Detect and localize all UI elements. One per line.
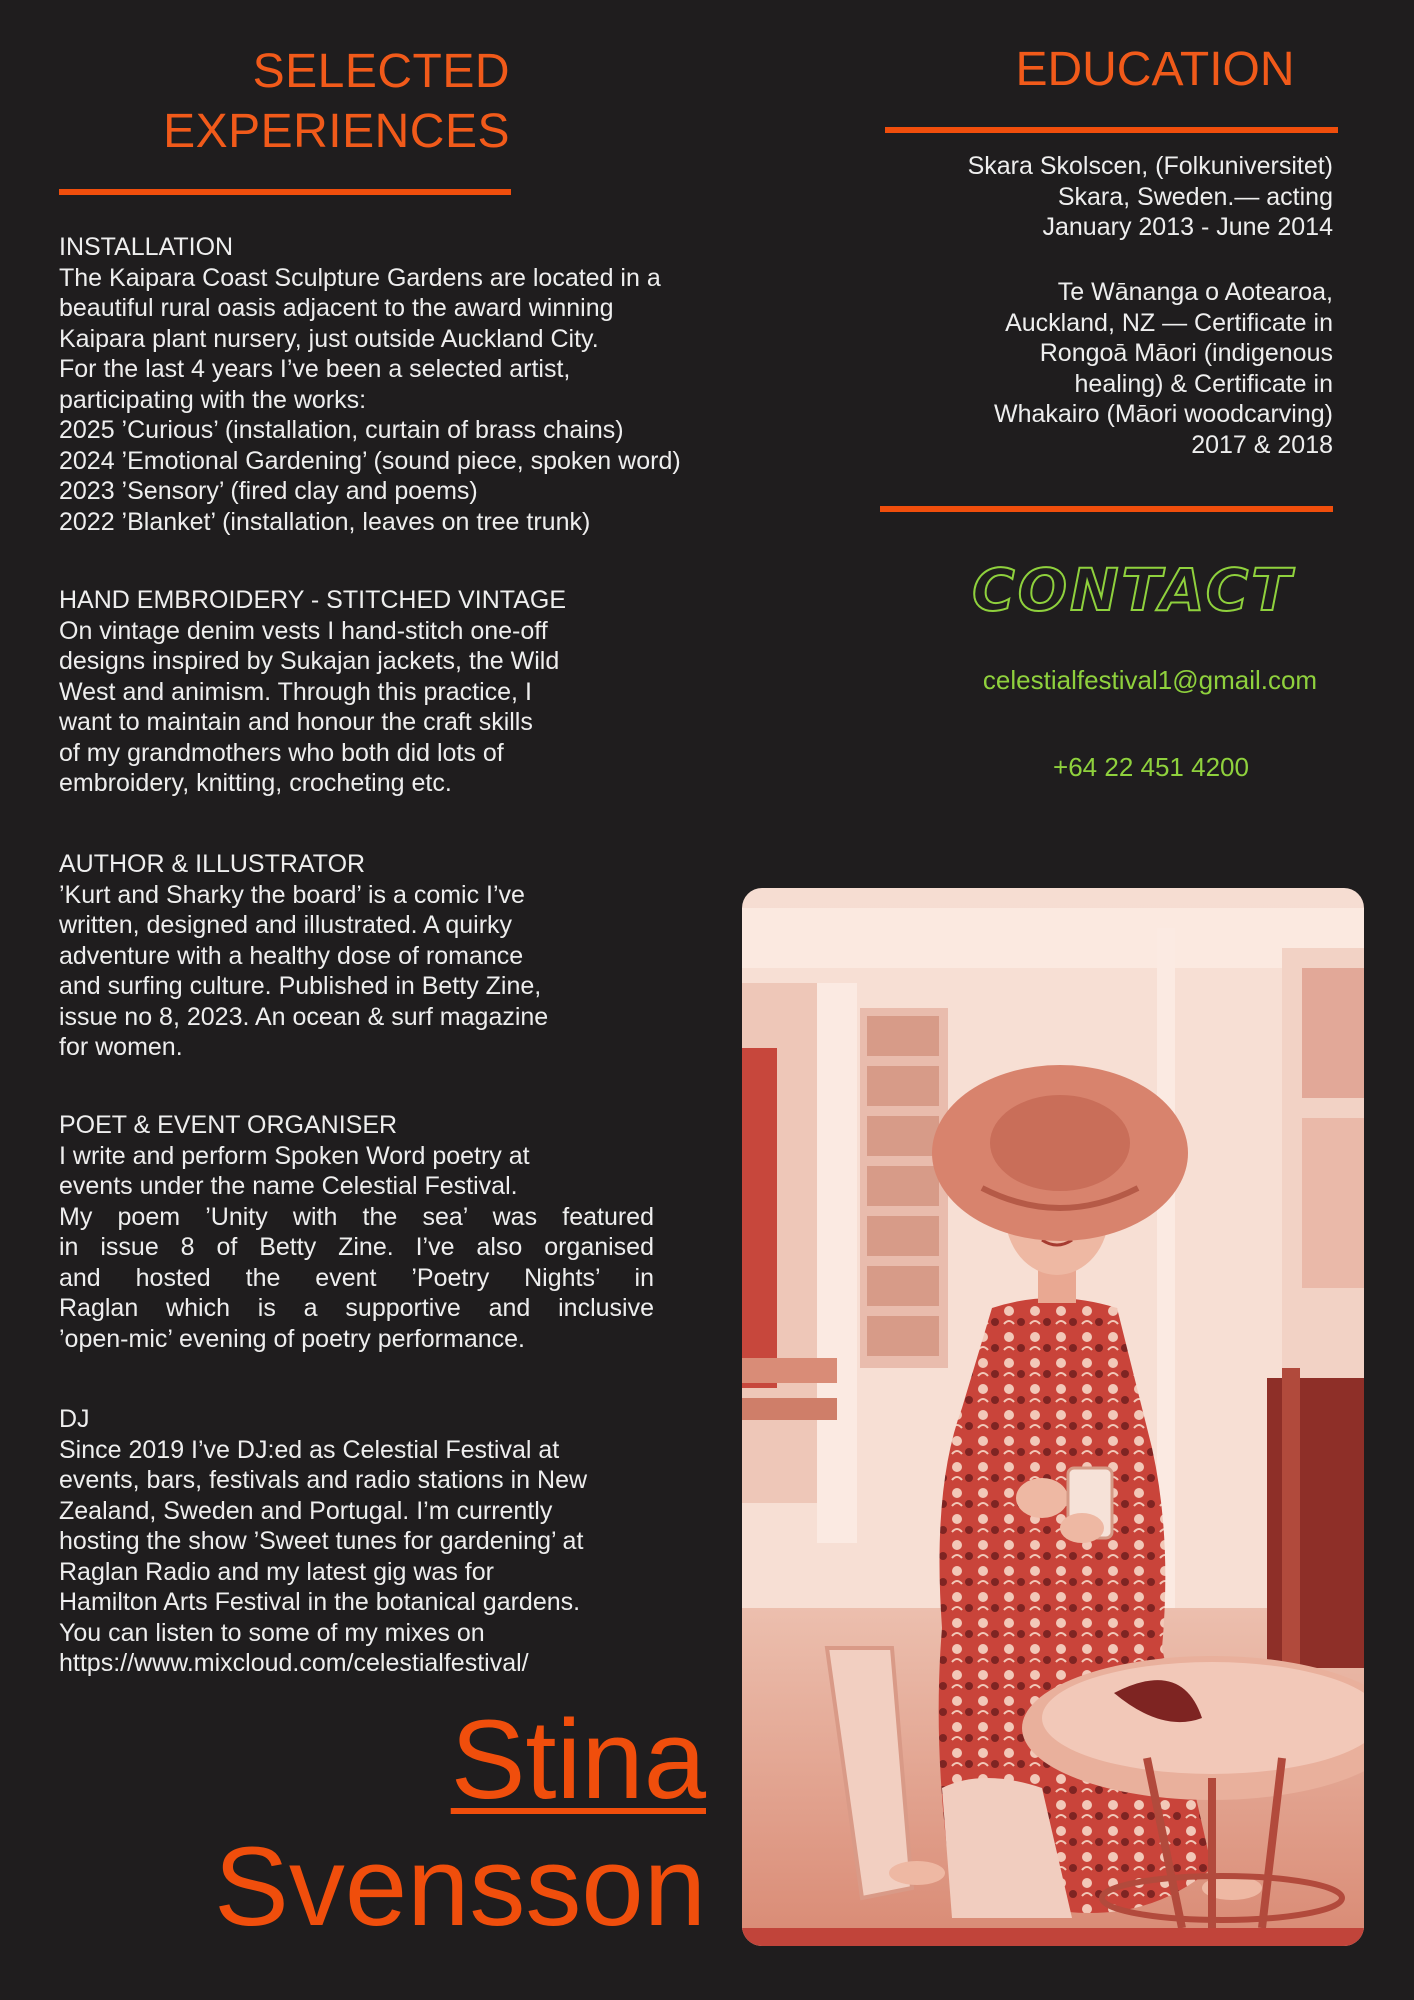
section-line: 2023 ’Sensory’ (fired clay and poems) <box>59 477 478 505</box>
section-title: AUTHOR & ILLUSTRATOR <box>59 850 366 878</box>
section-title: HAND EMBROIDERY - STITCHED VINTAGE <box>59 586 567 614</box>
section-line: Zealand, Sweden and Portugal. I’m currently <box>59 1496 553 1525</box>
section-title: DJ <box>59 1405 90 1433</box>
section-line: designs inspired by Sukajan jackets, the Wild <box>59 647 560 675</box>
section-line: Since 2019 I’ve DJ:ed as Celestial Festival at <box>59 1435 560 1464</box>
section-line: issue no 8, 2023. An ocean & surf magazine <box>59 1002 549 1031</box>
section-line: of my grandmothers who both did lots of <box>59 738 504 767</box>
education-line: Skara, Sweden.— acting <box>1057 182 1333 211</box>
education-entry-wananga <box>893 277 1333 460</box>
education-line: 2017 & 2018 <box>1191 430 1333 459</box>
section-line: written, designed and illustrated. A quirky <box>59 911 513 939</box>
section-line: I write and perform Spoken Word poetry at <box>59 1141 530 1170</box>
experiences-heading-line-1: SELECTED <box>252 45 510 98</box>
education-divider-bottom <box>880 506 1333 512</box>
section-line: 2024 ’Emotional Gardening’ (sound piece, spoken word) <box>59 446 681 475</box>
section-installation <box>59 232 799 537</box>
contact-heading: CONTACT <box>972 556 1294 624</box>
section-line: My poem ’Unity with the sea’ was featured <box>59 1202 654 1231</box>
section-poet-organiser <box>59 1110 654 1354</box>
section-line: events under the name Celestial Festival. <box>59 1172 518 1200</box>
section-line: hosting the show ’Sweet tunes for gardening’ at <box>59 1527 584 1555</box>
section-line: beautiful rural oasis adjacent to the award winning <box>59 294 614 322</box>
section-line: You can listen to some of my mixes on <box>59 1618 485 1647</box>
section-line: ’open-mic’ evening of poetry performance. <box>59 1324 525 1353</box>
section-line: ’Kurt and Sharky the board’ is a comic I’ve <box>59 880 525 909</box>
education-line: Te Wānanga o Aotearoa, <box>1057 278 1333 306</box>
section-line: Hamilton Arts Festival in the botanical gardens. <box>59 1588 581 1616</box>
section-line: and surfing culture. Published in Betty Zine, <box>59 972 542 1000</box>
education-line: Rongoā Māori (indigenous <box>1039 339 1333 367</box>
name-first: Stina <box>450 1697 706 1822</box>
section-title: INSTALLATION <box>59 233 234 261</box>
section-author-illustrator <box>59 849 679 1063</box>
mixcloud-link[interactable]: https://www.mixcloud.com/celestialfestival/ <box>59 1649 529 1677</box>
section-line: Kaipara plant nursery, just outside Auckland City. <box>59 324 599 353</box>
section-line: West and animism. Through this practice, I <box>59 677 532 706</box>
section-line: embroidery, knitting, crocheting etc. <box>59 769 452 797</box>
section-line: For the last 4 years I’ve been a selected artist, <box>59 355 571 383</box>
section-line: The Kaipara Coast Sculpture Gardens are located in a <box>59 263 661 292</box>
section-line: Raglan which is a supportive and inclusive <box>59 1294 654 1322</box>
portrait-illustration <box>742 888 1364 1946</box>
section-line: want to maintain and honour the craft skills <box>59 708 533 736</box>
section-dj <box>59 1404 719 1679</box>
education-line: Whakairo (Māori woodcarving) <box>993 400 1333 428</box>
section-line: adventure with a healthy dose of romance <box>59 941 524 970</box>
section-line: 2025 ’Curious’ (installation, curtain of brass chains) <box>59 416 624 444</box>
section-title: POET & EVENT ORGANISER <box>59 1111 398 1139</box>
section-line: in issue 8 of Betty Zine. I’ve also organised <box>59 1233 654 1261</box>
education-line: Skara Skolscen, (Folkuniversitet) <box>967 152 1333 180</box>
section-line: events, bars, festivals and radio stations in New <box>59 1466 588 1494</box>
experiences-heading-line-2: EXPERIENCES <box>163 105 510 158</box>
section-line: participating with the works: <box>59 385 367 414</box>
name-last: Svensson <box>214 1824 706 1949</box>
education-heading: EDUCATION <box>1015 43 1295 96</box>
section-hand-embroidery <box>59 585 679 799</box>
education-divider-top <box>885 127 1338 133</box>
contact-email-link[interactable]: celestialfestival1@gmail.com <box>982 665 1318 695</box>
experiences-heading <box>60 42 510 162</box>
education-entry-skara <box>893 151 1333 243</box>
education-line: January 2013 - June 2014 <box>1042 213 1333 241</box>
section-line: Raglan Radio and my latest gig was for <box>59 1557 494 1586</box>
portrait-photo <box>742 888 1364 1946</box>
section-line: and hosted the event ’Poetry Nights’ in <box>59 1263 654 1292</box>
section-line: On vintage denim vests I hand-stitch one-off <box>59 616 548 645</box>
section-line: for women. <box>59 1033 183 1061</box>
education-line: Auckland, NZ — Certificate in <box>1005 308 1333 337</box>
section-line: 2022 ’Blanket’ (installation, leaves on tree trunk) <box>59 507 591 536</box>
education-line: healing) & Certificate in <box>1074 369 1333 398</box>
experiences-divider <box>59 189 511 195</box>
contact-phone-link[interactable]: +64 22 451 4200 <box>1053 752 1249 782</box>
